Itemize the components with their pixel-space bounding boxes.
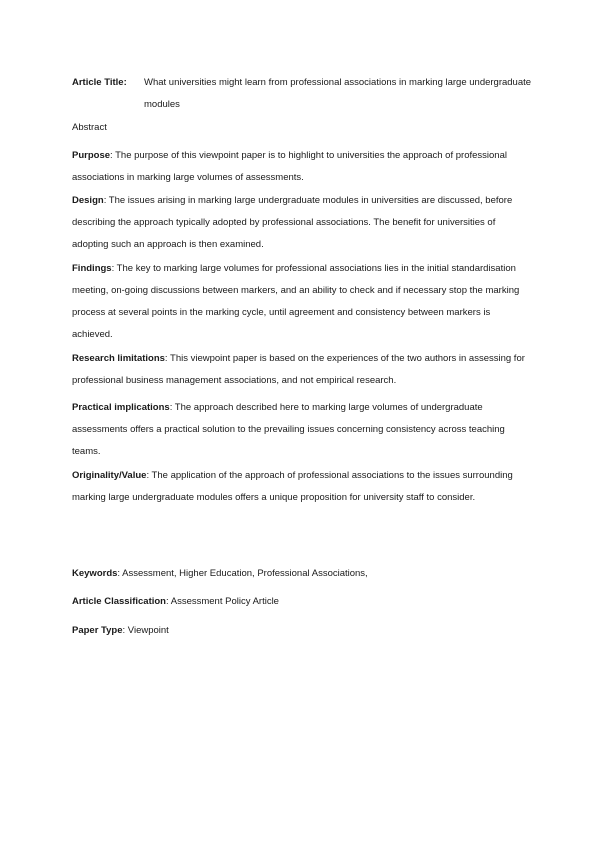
abstract-design — [72, 190, 532, 256]
abstract-originality-value-text: : The application of the approach of professional associations to the issues surrounding marking large undergraduate modules offers a unique proposition for university staff to consider. — [72, 470, 513, 503]
abstract-practical-implications-text: : The approach described here to marking large volumes of undergraduate assessments offers a practical solution to the prevailing issues concerning consistency across teaching teams. — [72, 402, 505, 457]
abstract-originality-value-label: Originality/Value — [72, 470, 147, 481]
abstract-design-text: : The issues arising in marking large undergraduate modules in universities are discussed, before describing the approach typically adopted by professional associations. The benefit for universities of adopting such an approach is then examined. — [72, 195, 513, 250]
paper-type-label: Paper Type — [72, 625, 123, 636]
article-title-text: What universities might learn from professional associations in marking large undergraduate modules — [144, 77, 532, 110]
abstract-purpose — [72, 145, 532, 189]
abstract-design-label: Design — [72, 195, 104, 206]
abstract-heading: Abstract — [72, 122, 107, 133]
paper-type-line — [72, 624, 532, 638]
article-title-label: Article Title: — [72, 77, 127, 88]
abstract-practical-implications-label: Practical implications — [72, 402, 170, 413]
keywords-line — [72, 567, 532, 581]
article-classification-label: Article Classification — [72, 596, 166, 607]
abstract-findings-text: : The key to marking large volumes for professional associations lies in the initial standardisation meeting, on-going discussions between markers, and an ability to check and if necessary stop the marking process at several points in the marking cycle, until agreement and consistency between markers is achieved. — [72, 263, 520, 340]
abstract-findings-label: Findings — [72, 263, 112, 274]
abstract-research-limitations — [72, 348, 532, 392]
abstract-practical-implications — [72, 397, 532, 463]
article-classification-line — [72, 595, 532, 609]
abstract-purpose-label: Purpose — [72, 150, 111, 161]
abstract-research-limitations-text: : This viewpoint paper is based on the experiences of the two authors in assessing for professional business management associations, and not empirical research. — [72, 353, 525, 386]
abstract-purpose-text: : The purpose of this viewpoint paper is to highlight to universities the approach of professional associations in marking large volumes of assessments. — [72, 150, 507, 183]
keywords-text: : Assessment, Higher Education, Professional Associations, — [117, 568, 368, 579]
paper-type-text: : Viewpoint — [122, 625, 169, 636]
keywords-label: Keywords — [72, 568, 118, 579]
abstract-originality-value — [72, 465, 532, 509]
abstract-research-limitations-label: Research limitations — [72, 353, 165, 364]
abstract-findings — [72, 258, 532, 346]
article-classification-text: : Assessment Policy Article — [165, 596, 279, 607]
